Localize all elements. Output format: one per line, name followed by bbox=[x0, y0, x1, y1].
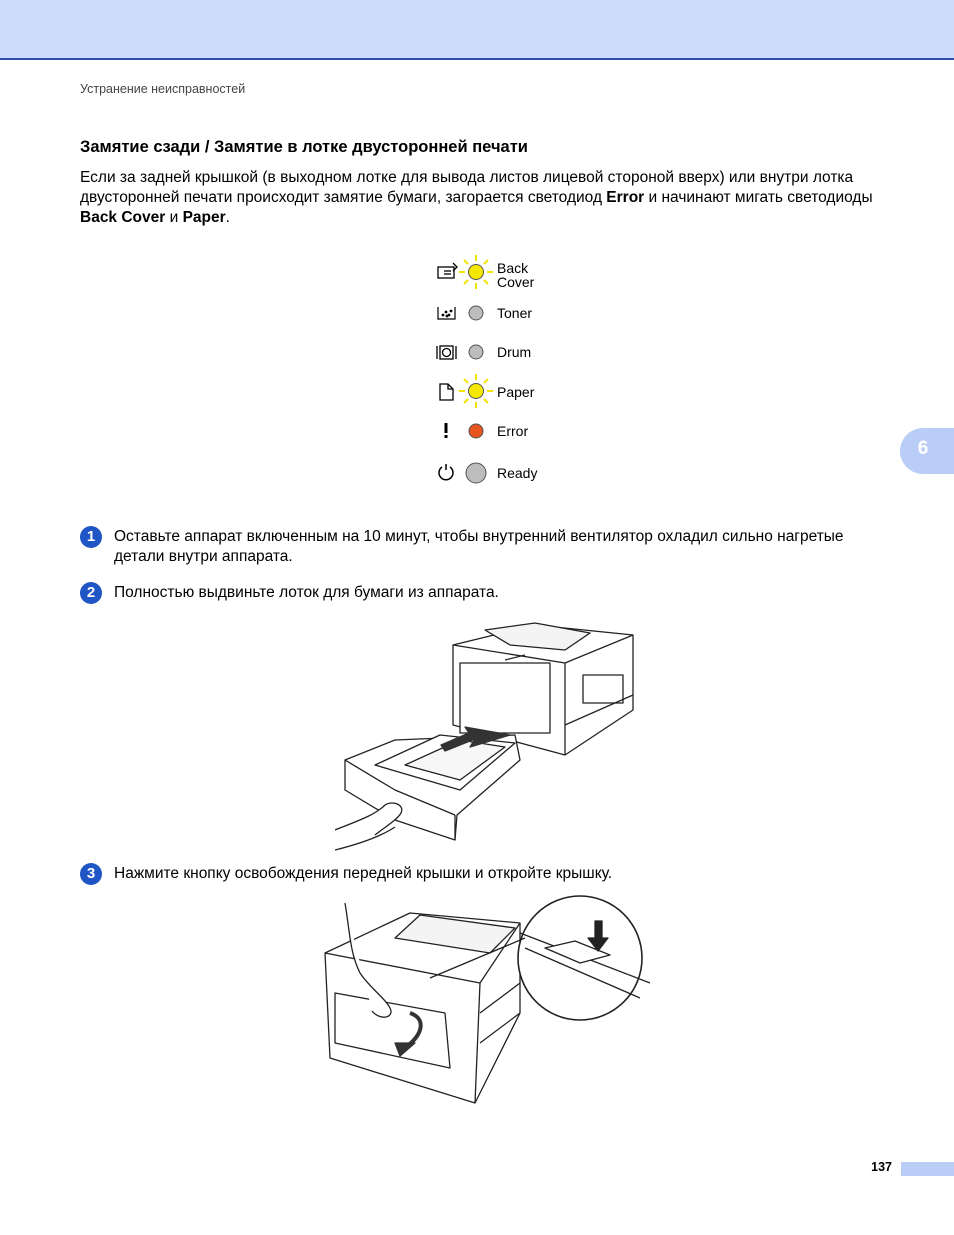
toner-label: Toner bbox=[497, 305, 533, 321]
intro-paragraph: Если за задней крышкой (в выходном лотке для вывода листов лицевой стороной вверх) или внутри лотка двусторонней печати происходит замятие бумаги, загорается светодиод Error и начинают мигать светодиоды Back Cover и Paper. bbox=[80, 169, 873, 226]
ready-label: Ready bbox=[497, 465, 538, 481]
step-text: Оставьте аппарат включенным на 10 минут, чтобы внутренний вентилятор охладил сильно нагретые детали внутри аппарата. bbox=[114, 528, 844, 565]
error-label: Error bbox=[497, 423, 529, 439]
back-cover-label-2: Cover bbox=[497, 274, 535, 290]
step-number-badge: 2 bbox=[80, 582, 102, 604]
chapter-tab: 6 bbox=[900, 428, 954, 474]
running-title: Устранение неисправностей bbox=[80, 82, 246, 96]
section-title: Замятие сзади / Замятие в лотке двусторонней печати bbox=[80, 138, 528, 156]
page-number: 137 bbox=[871, 1160, 892, 1174]
step-text: Нажмите кнопку освобождения передней крышки и откройте крышку. bbox=[114, 865, 613, 882]
step-number-badge: 3 bbox=[80, 863, 102, 885]
illustration-tray-removal bbox=[335, 615, 645, 860]
step-number-badge: 1 bbox=[80, 526, 102, 548]
footer-bar bbox=[901, 1162, 954, 1176]
error-led bbox=[469, 424, 483, 438]
back-cover-led bbox=[469, 265, 484, 280]
header-band bbox=[0, 0, 954, 60]
power-icon bbox=[439, 464, 453, 480]
paper-term: Paper bbox=[182, 209, 226, 226]
back-cover-label-1: Back bbox=[497, 260, 529, 276]
drum-label: Drum bbox=[497, 344, 532, 360]
toner-icon bbox=[438, 307, 455, 319]
paper-led bbox=[469, 384, 484, 399]
drum-led bbox=[469, 345, 483, 359]
step-text: Полностью выдвиньте лоток для бумаги из аппарата. bbox=[114, 584, 499, 601]
led-panel bbox=[425, 245, 585, 495]
paper-label: Paper bbox=[497, 384, 535, 400]
error-term: Error bbox=[606, 189, 645, 206]
illustration-front-cover bbox=[310, 893, 660, 1113]
ready-led bbox=[466, 463, 486, 483]
toner-led bbox=[469, 306, 483, 320]
drum-icon bbox=[437, 346, 456, 359]
exclamation-icon bbox=[445, 423, 448, 438]
paper-icon bbox=[440, 384, 453, 400]
back-cover-term: Back Cover bbox=[80, 209, 166, 226]
back-cover-icon bbox=[438, 263, 457, 278]
